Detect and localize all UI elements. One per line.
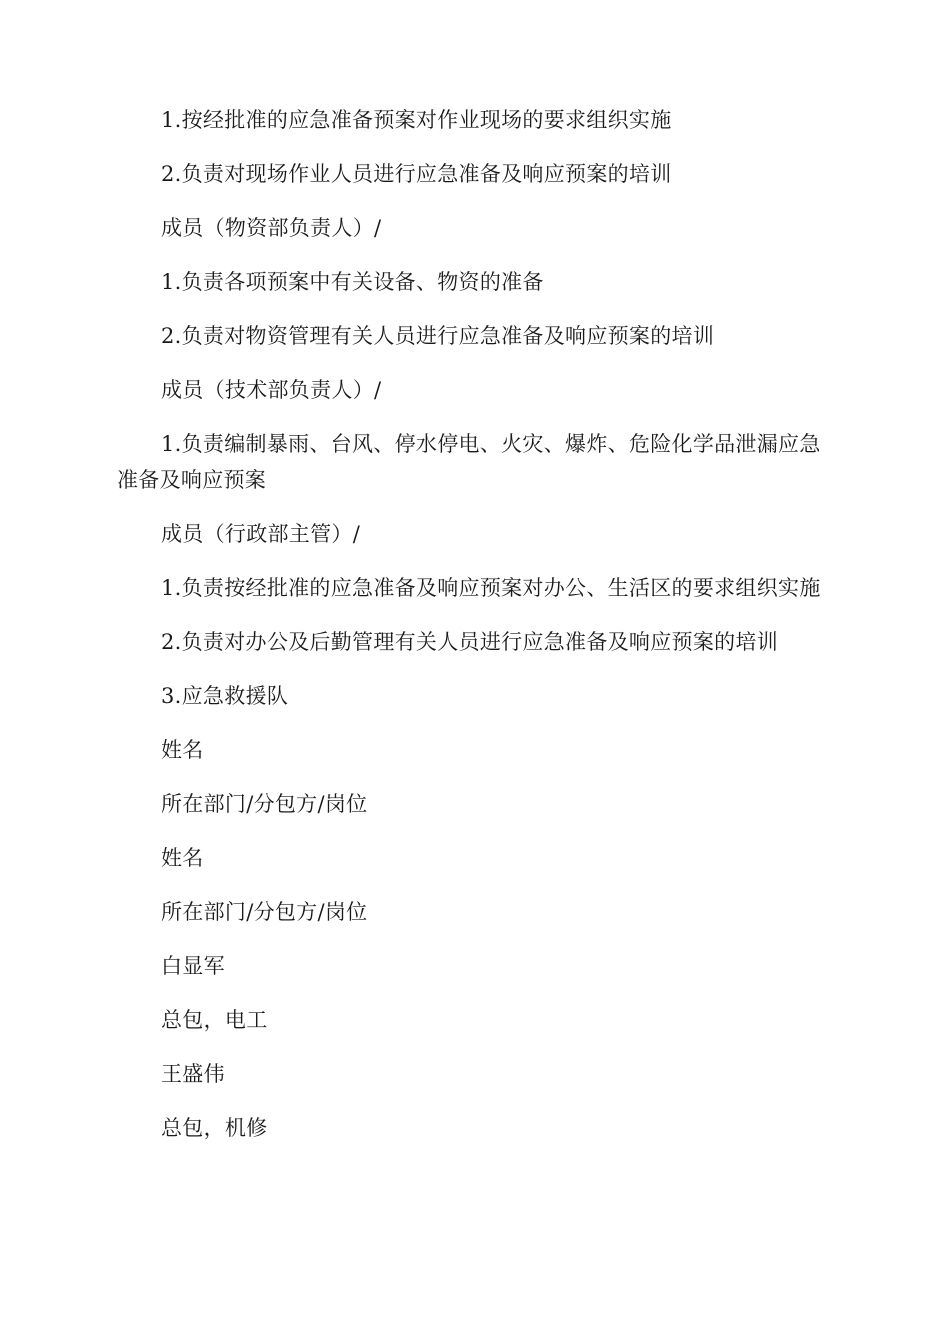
member-name: 白显军	[161, 954, 225, 978]
table-header-name: 姓名	[161, 846, 204, 870]
section-heading: 成员（行政部主管）/	[161, 522, 361, 546]
section-heading: 成员（物资部负责人）/	[161, 216, 382, 240]
paragraph: 2.负责对物资管理有关人员进行应急准备及响应预案的培训	[161, 324, 715, 348]
table-header-name: 姓名	[161, 738, 204, 762]
section-heading: 3.应急救援队	[161, 684, 289, 708]
table-header-department: 所在部门/分包方/岗位	[161, 792, 368, 816]
paragraph: 1.负责按经批准的应急准备及响应预案对办公、生活区的要求组织实施	[161, 576, 821, 600]
paragraph: 1.按经批准的应急准备预案对作业现场的要求组织实施	[161, 108, 672, 132]
table-header-department: 所在部门/分包方/岗位	[161, 900, 368, 924]
paragraph: 1.负责编制暴雨、台风、停水停电、火灾、爆炸、危险化学品泄漏应急准备及响应预案	[117, 432, 821, 492]
paragraph: 2.负责对办公及后勤管理有关人员进行应急准备及响应预案的培训	[161, 630, 779, 654]
document-body	[117, 102, 837, 1164]
member-name: 王盛伟	[161, 1062, 225, 1086]
member-department: 总包，电工	[161, 1008, 268, 1032]
paragraph: 2.负责对现场作业人员进行应急准备及响应预案的培训	[161, 162, 672, 186]
member-department: 总包，机修	[161, 1116, 268, 1140]
section-heading: 成员（技术部负责人）/	[161, 378, 382, 402]
paragraph: 1.负责各项预案中有关设备、物资的准备	[161, 270, 544, 294]
